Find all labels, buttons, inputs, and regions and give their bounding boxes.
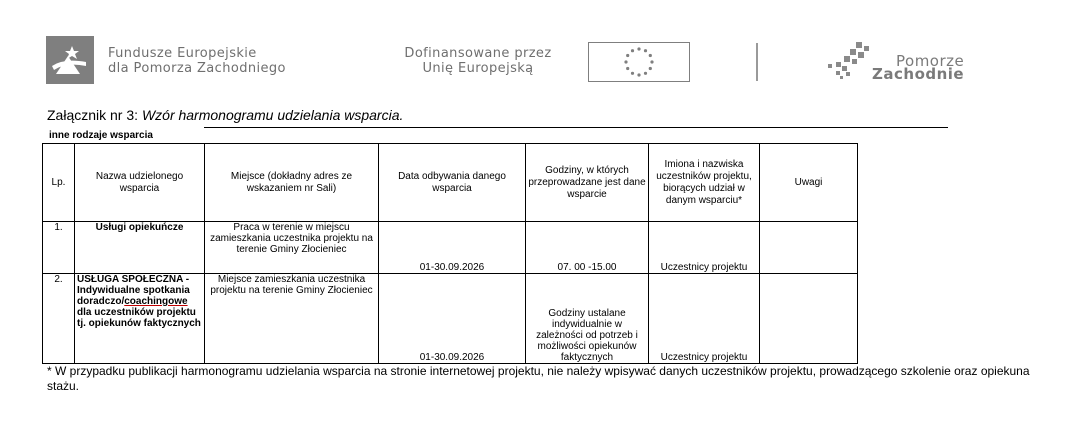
cell-hours: 07. 00 -15.00 — [526, 222, 649, 274]
cell-hours: Godziny ustalane indywidualnie w zależności od potrzeb i możliwości opiekunów faktycznych — [526, 274, 649, 364]
cell-name-part3: dla uczestników projektu tj. opiekunów faktycznych — [77, 307, 201, 329]
cell-lp: 2. — [43, 274, 75, 364]
fundusze-europejskie-logo — [46, 36, 346, 86]
cell-notes — [760, 222, 858, 274]
cell-participants: Uczestnicy projektu — [649, 274, 760, 364]
cofinanced-line2: Unię Europejską — [422, 61, 534, 76]
pomorze-zachodnie-logo — [826, 40, 1006, 84]
header-participants: Imiona i nazwiska uczestników projektu, biorących udział w danym wsparciu* — [649, 144, 760, 222]
cell-name: Usługi opiekuńcze — [75, 222, 205, 274]
cell-name-part1: USŁUGA SPOŁECZNA - Indywidualne spotkania doradczo/ — [77, 274, 190, 307]
header-notes: Uwagi — [760, 144, 858, 222]
document-title — [47, 107, 403, 123]
fe-logo-line2: dla Pomorza Zachodniego — [108, 61, 286, 76]
pz-logo-line1: Pomorze — [896, 52, 965, 70]
cell-participants: Uczestnicy projektu — [649, 222, 760, 274]
section-label: inne rodzaje wsparcia — [49, 130, 153, 141]
fe-logo-mark-icon — [46, 36, 94, 84]
cell-notes — [760, 274, 858, 364]
pz-logo-line2: Zachodnie — [872, 65, 965, 83]
header-name: Nazwa udzielonego wsparcia — [75, 144, 205, 222]
cell-name-part2: coachingowe — [124, 296, 188, 307]
cofinanced-text — [378, 46, 578, 76]
cell-lp: 1. — [43, 222, 75, 274]
title-underline — [204, 127, 948, 128]
cell-place: Miejsce zamieszkania uczestnika projektu na terenie Gminy Złocieniec — [205, 274, 379, 364]
table-row — [43, 274, 858, 364]
title-italic: Wzór harmonogramu udzielania wsparcia. — [141, 107, 404, 123]
footnote: * W przypadku publikacji harmonogramu udzielania wsparcia na stronie internetowej projektu, nie należy wpisywać danych uczestników projektu, prowadzącego szkolenie oraz opiekuna stażu. — [47, 364, 1030, 393]
cofinanced-line1: Dofinansowane przez — [404, 46, 552, 61]
cell-place: Praca w terenie w miejscu zamieszkania uczestnika projektu na terenie Gminy Złocieniec — [205, 222, 379, 274]
header-divider — [756, 43, 758, 81]
table-header-row — [43, 144, 858, 222]
fe-logo-line1: Fundusze Europejskie — [108, 46, 257, 61]
header-date: Data odbywania danego wsparcia — [379, 144, 526, 222]
cell-name — [75, 274, 205, 364]
eu-flag-icon — [588, 42, 690, 82]
cell-date: 01-30.09.2026 — [379, 222, 526, 274]
cell-date: 01-30.09.2026 — [379, 274, 526, 364]
header-place: Miejsce (dokładny adres ze wskazaniem nr Sali) — [205, 144, 379, 222]
header-lp: Lp. — [43, 144, 75, 222]
pz-logo-mark-icon — [826, 40, 872, 87]
header-hours: Godziny, w których przeprowadzane jest dane wsparcie — [526, 144, 649, 222]
schedule-table — [42, 143, 858, 364]
table-row — [43, 222, 858, 274]
title-prefix: Załącznik nr 3: — [47, 107, 142, 123]
